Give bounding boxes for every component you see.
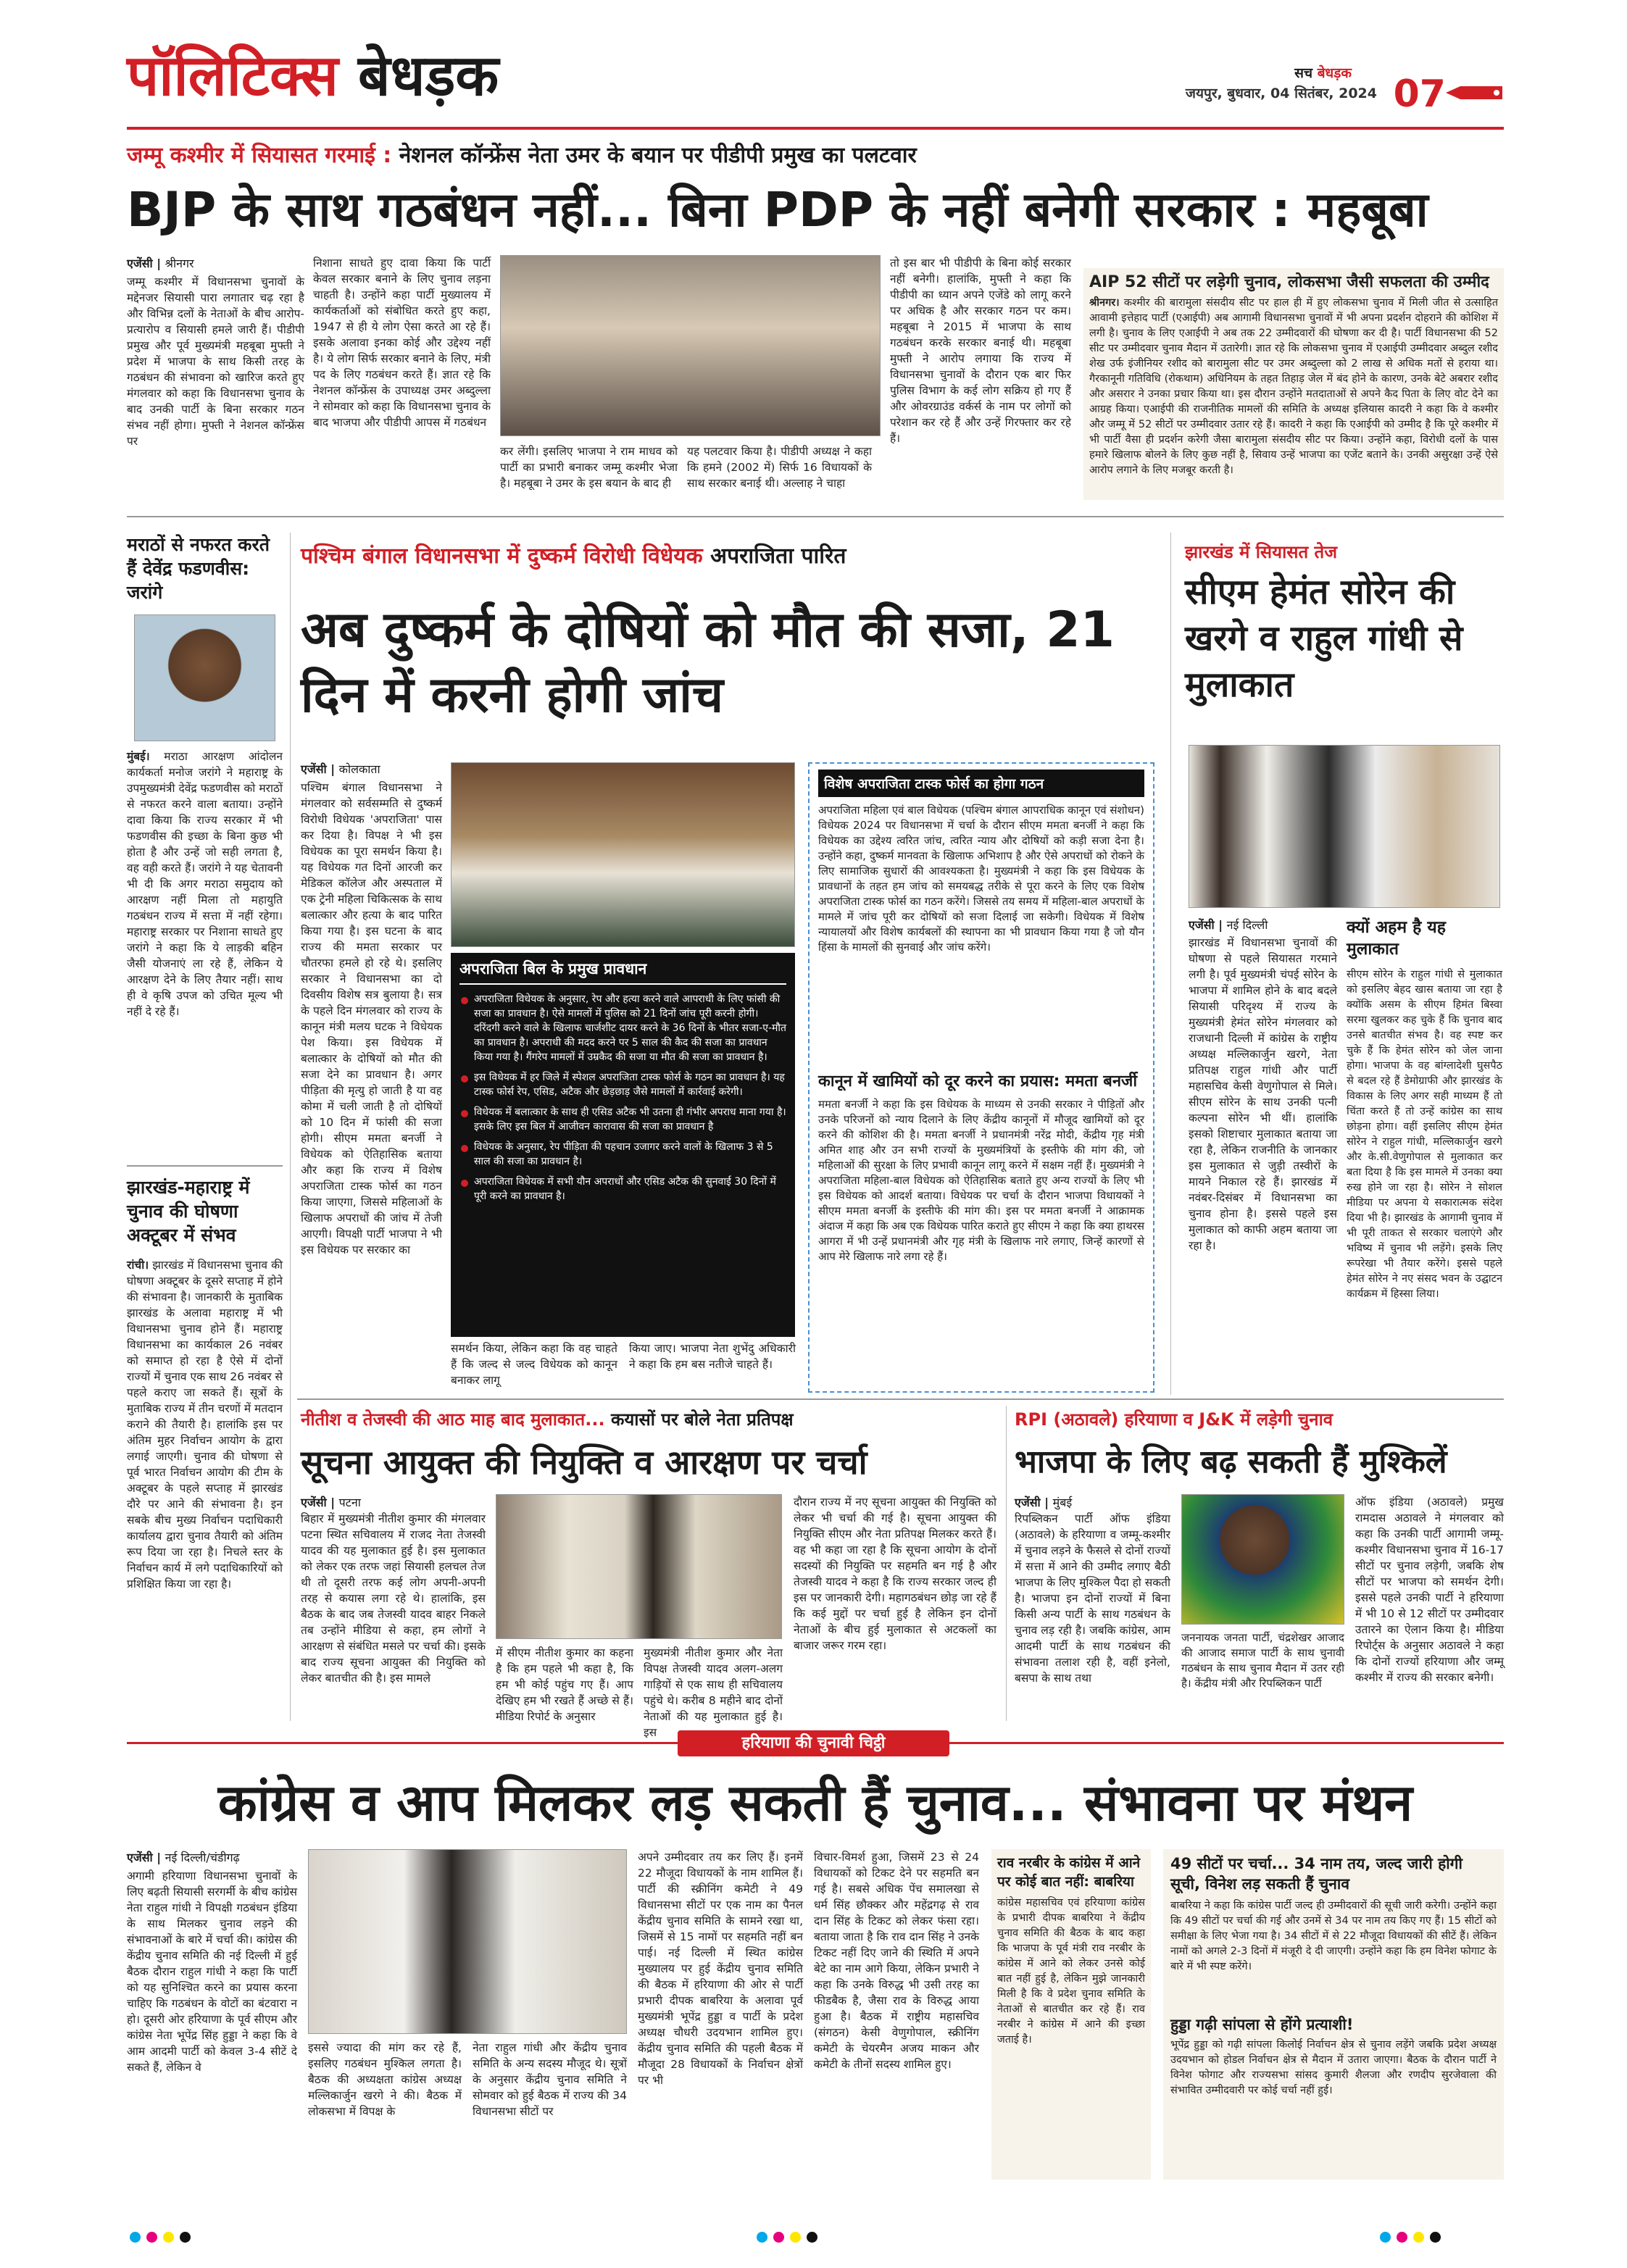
haryana-rule-right (949, 1742, 1504, 1744)
rpi-byline: एजेंसी | मुंबई (1015, 1496, 1073, 1509)
haryana-byline-place: नई दिल्ली/चंडीगढ़ (165, 1851, 240, 1864)
story1-byline: एजेंसी | श्रीनगर (127, 257, 194, 270)
bengal-bottom2: किया जाए। भाजपा नेता शुभेंदु अधिकारी ने कहा कि हम बस नतीजे चाहते हैं। (629, 1342, 796, 1371)
photo-mamata-assembly (451, 762, 795, 947)
taskforce-headline: विशेष अपराजिता टास्क फोर्स का होगा गठन (818, 770, 1144, 797)
story1-col1: जम्मू कश्मीर में विधानसभा चुनावों के मद्देनजर सियासी पारा लगातार चढ़ रहा है और विभिन्न दलों के नेताओं के बीच आरोप-प्रत्यारोप व सियासी हमले जारी हैं। पीडीपी प्रमुख और पूर्व मुख्यमंत्री महबूबा मुफ्ती ने प्रदेश में भाजपा के साथ किसी तरह के गठबंधन की संभावना को खारिज करते हुए मंगलवार को कहा कि विधानसभा चुनाव के बाद उनकी पार्टी के बिना सरकार गठन संभव नहीं होगा। मुफ्ती ने नेशनल कॉन्फ्रेंस पर (127, 275, 304, 448)
aip-text (1089, 296, 1498, 493)
tag-black: सच (1294, 65, 1313, 81)
soren-byline-place: नई दिल्ली (1226, 918, 1268, 932)
bengal-byline-place: कोलकाता (338, 762, 380, 776)
haryana-byline-agency: एजेंसी (127, 1851, 153, 1864)
story1-kicker-black: नेशनल कॉन्फ्रेंस नेता उमर के बयान पर पीडीपी प्रमुख का पलटवार (399, 143, 917, 168)
photo-rahul-kharge (308, 1849, 627, 2034)
vrule-left (290, 533, 291, 1721)
bengal-bottom1: समर्थन किया, लेकिन कहा कि वह चाहते हैं कि जल्द से जल्द विधेयक को कानून बनाकर लागू (451, 1342, 617, 1387)
photo-jarange (134, 614, 275, 741)
byline-place: श्रीनगर (165, 257, 194, 270)
registration-dot (807, 2232, 817, 2243)
divider-left (127, 1165, 283, 1167)
masthead-rule (127, 127, 1504, 130)
seats-text: बाबरिया ने कहा कि कांग्रेस पार्टी जल्द ही उम्मीदवारों की सूची जारी करेगी। उन्होंने कहा कि 49 सीटों पर चर्चा की गई और उनमें से 34 पर नाम तय किए गए हैं। 15 सीटों को समीक्षा के लिए भेजा गया है। 34 सीटों में से 22 मौजूदा विधायकों की सीटें हैं। लेकिन नामों को अगले 2-3 दिनों में मंजूरी दे दी जाएगी। उन्होंने कहा कि हम विनेश फोगाट के बारे में भी स्पष्ट करेंगे। (1170, 1900, 1497, 1972)
nitish-byline: एजेंसी | पटना (301, 1496, 361, 1509)
aip-body: कश्मीर की बारामुला संसदीय सीट पर हाल ही में हुए लोकसभा चुनाव में मिली जीत से उत्साहित आवामी इत्तेहाद पार्टी (एआईपी) अब आगामी विधानसभा चुनावों में भी अपना प्रदर्शन दोहराने की कोशिश में लगी है। चुनाव के लिए एआईपी ने अब तक 22 उम्मीदवारों की घोषणा कर दी है। पार्टी विधानसभा की 52 सीट पर उम्मीदवार चुनाव मैदान में उतारेगी। ज्ञात रहे कि लोकसभा चुनाव में एआईपी उम्मीदवार अब्दुल रशीद शेख उर्फ इंजीनियर रशीद को बारामुला सीट पर उमर अब्दुल्ला को 2 लाख से अधिक मतों से हराया था। गैरकानूनी गतिविधि (रोकथाम) अधिनियम के तहत तिहाड़ जेल में बंद होने के कारण, उनके बेटे अबरार रशीद और असरार ने उनका प्रचार किया था। इस दौरान उन्होंने मतदाताओं से अपने कैद पिता के लिए वोट देने का आग्रह किया। एआईपी की राजनीतिक मामलों की समिति के अध्यक्ष इलियास कादरी ने कहा कि वे कश्मीर और जम्मू में 52 सीटों पर उम्मीदवार उतार रहे हैं। कादरी ने कहा कि एआईपी को उम्मीद है कि पूरे कश्मीर में भी पार्टी वैसा ही प्रदर्शन करेगी जैसा बारामुला संसदीय सीट पर किया। उन्होंने कहा, विरोधी दलों के पास हमारे खिलाफ बोलने के लिए कुछ नहीं है, सिवाय उन्हें भाजपा का एजेंट बताने के। उनकी असुरक्षा उन्हें ऐसे आरोप लगाने के लिए मजबूर करती है। (1089, 297, 1498, 476)
story1-col3: कर लेंगी। इसलिए भाजपा ने राम माधव को पार्टी का प्रभारी बनाकर जम्मू कश्मीर भेजा है। महबूबा ने उमर के इस बयान के बाद ही (500, 445, 678, 490)
rpi-headline: भाजपा के लिए बढ़ सकती हैं मुश्किलें (1015, 1443, 1447, 1480)
byline-agency: एजेंसी (127, 257, 153, 270)
taskforce-text: अपराजिता महिला एवं बाल विधेयक (पश्चिम बंगाल आपराधिक कानून एवं संशोधन) विधेयक 2024 पर विधानसभा में चर्चा के दौरान सीएम ममता बनर्जी ने कहा कि विधेयक का उद्देश्य त्वरित जांच, त्वरित न्याय और दोषियों को कड़ी सजा देना है। उन्होंने कहा, दुष्कर्म मानवता के खिलाफ अभिशाप है और ऐसे अपराधों को रोकने के लिए सामाजिक सुधारों की आवश्यकता है। मुख्यमंत्री ने कहा कि इस विधेयक के प्रावधानों के तहत हम जांच को समयबद्ध तरीके से पूरा करने के लिए एक विशेष अपराजिता टास्क फोर्स का गठन करेंगे। जिससे तय समय में महिला-बाल अपराधों के मामले में जांच पूरी कर दोषियों को सजा दिलाई जा सकेगी। विधेयक में विशेष न्यायालयों और विशेष कार्यबलों की स्थापना का भी प्रावधान किया गया है जो यौन हिंसा के मामलों की सुनवाई और जांच करेंगे। (818, 804, 1144, 954)
jharkhand-poll-headline: झारखंड-महाराष्ट्र में चुनाव की घोषणा अक्टूबर में संभव (127, 1177, 250, 1246)
masthead-title (127, 40, 499, 112)
nitish-byline-agency: एजेंसी (301, 1496, 327, 1509)
soren-kicker: झारखंड में सियासत तेज (1185, 542, 1338, 562)
haryana-caption2: नेता राहुल गांधी और केंद्रीय चुनाव समिति के अन्य सदस्य मौजूद थे। सूत्रों के अनुसार केंद्रीय चुनाव समिति ने सोमवार को हुई बैठक में राज्य की 34 विधानसभा सीटों पर (473, 2041, 627, 2118)
jharkhand-poll-body: झारखंड में विधानसभा चुनाव की घोषणा अक्टूबर के दूसरे सप्ताह में होने की संभावना है। जानकारी के मुताबिक झारखंड के अलावा महाराष्ट्र में भी विधानसभा चुनाव होने हैं। महाराष्ट्र विधानसभा का कार्यकाल 26 नवंबर को समाप्त हो रहा है ऐसे में दोनों राज्यों में चुनाव एक साथ 26 नवंबर से पहले कराए जा सकते हैं। सूत्रों के मुताबिक राज्य में तीन चरणों में मतदान कराने की तैयारी है। हालांकि इस पर अंतिम मुहर निर्वाचन आयोग के द्वारा लगाई जाएगी। चुनाव की घोषणा से पूर्व भारत निर्वाचन आयोग की टीम के अक्टूबर के पहले सप्ताह में झारखंड दौरे पर आने की संभावना है। इन सबके बीच मुख्य निर्वाचन पदाधिकारी कार्यालय द्वारा चुनाव तैयारी को अंतिम रूप दिया जा रहा है। निचले स्तर के निर्वाचन कार्य में लगे पदाधिकारियों को प्रशिक्षित किया जा रहा है। (127, 1259, 283, 1590)
soren-byline: एजेंसी | नई दिल्ली (1189, 918, 1268, 932)
nitish-col2: दौरान राज्य में नए सूचना आयुक्त की नियुक्ति को लेकर भी चर्चा की गई है। सूचना आयुक्त की नियुक्ति सीएम और नेता प्रतिपक्ष मिलकर करते हैं। वह भी कहा जा रहा है कि सूचना आयोग के दोनों सदस्यों की नियुक्ति पर सहमति बन गई है और तेजस्वी यादव ने कहा है कि राज्य सरकार जल्द ही इस पर जानकारी देगी। महागठबंधन छोड़ जा रहे हैं कि कई मुद्दों पर चर्चा हुई है लेकिन इन दोनों नेताओं के बीच हुई मुलाकात से अटकलों का बाजार जरूर गरम रहा। (794, 1496, 996, 1652)
nitish-kicker (301, 1407, 794, 1431)
registration-dot (790, 2232, 801, 2243)
jarange-headline: मराठों से नफरत करते हैं देवेंद्र फडणवीस: जरांगे (127, 534, 270, 603)
masthead (127, 40, 1504, 120)
jharkhand-poll-place: रांची। (127, 1259, 149, 1272)
nitish-caption2: मुख्यमंत्री नीतीश कुमार और नेता विपक्ष तेजस्वी यादव अलग-अलग गाड़ियों से एक साथ ही सचिवालय पहुंचे थे। करीब 8 महीने बाद दोनों नेताओं की यह मुलाकात हुई है। इस (644, 1646, 783, 1739)
registration-marks-center (754, 2232, 820, 2246)
registration-dot (1430, 2232, 1441, 2243)
provision-item: विधेयक के अनुसार, रेप पीड़िता की पहचान उजागर करने वालों के खिलाफ 3 से 5 साल की सजा का प्रावधान है। (459, 1140, 786, 1169)
rpi-col1: रिपब्लिकन पार्टी ऑफ इंडिया (अठावले) के हरियाणा व जम्मू-कश्मीर में चुनाव लड़ने के फैसले से दोनों राज्यों में सत्ता में आने की उम्मीद लगाए बैठी भाजपा के लिए मुश्किल पैदा हो सकती है। भाजपा इन दोनों राज्यों में बिना किसी अन्य पार्टी के साथ गठबंधन के चुनाव लड़ रही है। जबकि कांग्रेस, आम आदमी पार्टी के साथ गठबंधन की संभावना तलाश रही है, वहीं इनेलो, बसपा के साथ तथा (1015, 1512, 1170, 1685)
nitish-col1: बिहार में मुख्यमंत्री नीतीश कुमार की मंगलवार पटना स्थित सचिवालय में राजद नेता तेजस्वी यादव की यह मुलाकात हुई है। इस मुलाकात को लेकर एक तरफ जहां सियासी हलचल तेज थी तो दूसरी तरफ कई लोग अपनी-अपनी तरह से कयास लगा रहे थे। हालांकि, इस बैठक के बाद जब तेजस्वी यादव बाहर निकले तब उन्होंने मीडिया से कहा, हम लोगों ने आरक्षण से संबंधित मसले पर चर्चा की। इसके बाद राज्य सूचना आयुक्त की नियुक्ति को लेकर बातचीत की है। इस मामले (301, 1512, 486, 1685)
provisions-title: अपराजिता बिल के प्रमुख प्रावधान (459, 959, 786, 985)
bengal-kicker-black: अपराजिता पारित (710, 543, 846, 569)
story1-col4: यह पलटवार किया है। पीडीपी अध्यक्ष ने कहा कि हमने (2002 में) सिर्फ 16 विधायकों के साथ सरकार बनाई थी। अल्लाह ने चाहा (687, 445, 872, 490)
bengal-col1: पश्चिम बंगाल विधानसभा ने मंगलवार को सर्वसम्मति से दुष्कर्म विरोधी विधेयक 'अपराजिता' पास कर दिया है। विपक्ष ने भी इस विधेयक का पूरा समर्थन किया है। यह विधेयक गत दिनों आरजी कर मेडिकल कॉलेज और अस्पताल में एक ट्रेनी महिला चिकित्सक के साथ बलात्कार और हत्या के बाद पारित किया गया है। इस घटना के बाद राज्य की ममता सरकार पर चौतरफा हमले हो रहे थे। इसलिए सरकार ने विधानसभा का दो दिवसीय विशेष सत्र बुलाया है। सत्र के पहले दिन मंगलवार को राज्य के कानून मंत्री मलय घटक ने विधेयक पेश किया। इस विधेयक में बलात्कार के दोषियों को मौत की सजा देने का प्रावधान है। अगर पीड़िता की मृत्यु हो जाती है या वह कोमा में चली जाती है तो दोषियों को 10 दिन में फांसी की सजा होगी। सीएम ममता बनर्जी ने विधेयक को ऐतिहासिक बताया और कहा कि राज्य में विशेष अपराजिता टास्क फोर्स का गठन किया जाएगा, जिससे महिलाओं के खिलाफ अपराधों की जांच में तेजी आएगी। विपक्षी पार्टी भाजपा ने भी इस विधेयक पर सरकार का (301, 781, 442, 1256)
photo-nitish-tejashwi (496, 1494, 782, 1639)
rpi-byline-agency: एजेंसी (1015, 1496, 1041, 1509)
pen-icon (1446, 83, 1504, 102)
registration-dot (163, 2232, 174, 2243)
registration-dot (1413, 2232, 1424, 2243)
registration-dot (1397, 2232, 1407, 2243)
registration-dot (1380, 2232, 1391, 2243)
photo-mehbooba-press (500, 255, 881, 436)
mamata-headline: कानून में खामियों को दूर करने का प्रयास: ममता बनर्जी (818, 1072, 1138, 1091)
nitish-caption1: में सीएम नीतीश कुमार का कहना है कि हम पहले भी कहा है, कि हम भी कोई पहुंच गए हैं। आप देखिए हम भी रखते हैं अच्छे से हैं। मीडिया रिपोर्ट के अनुसार (496, 1646, 633, 1723)
provisions-list (459, 992, 786, 1325)
hooda-text: भूपेंद्र हुड्डा को गढ़ी सांपला किलोई निर्वाचन क्षेत्र से चुनाव लड़ेंगे जबकि प्रदेश अध्यक्ष उदयभान को होडल निर्वाचन क्षेत्र से मैदान में उतारा जाएगा। बैठक के दौरान पार्टी ने विनेश फोगाट और राज्यसभा सांसद कुमारी शैलजा और रणदीप सुरजेवाला की संभावित उम्मीदवारी पर कोई चर्चा नहीं हुई। (1170, 2039, 1497, 2096)
soren-text: झारखंड में विधानसभा चुनावों की घोषणा से पहले सियासत गरमाने लगी है। पूर्व मुख्यमंत्री चंपई सोरेन के भाजपा में शामिल होने के बाद बदले सियासी परिदृश्य में राज्य के मुख्यमंत्री हेमंत सोरेन मंगलवार को राजधानी दिल्ली में कांग्रेस के राष्ट्रीय अध्यक्ष मल्लिकार्जुन खरगे, नेता प्रतिपक्ष राहुल गांधी और पार्टी महासचिव केसी वेणुगोपाल से मिले। सीएम सोरेन के साथ उनकी पत्नी कल्पना सोरेन भी थीं। हालांकि इसको शिष्टाचार मुलाकात बताया जा रहा है, लेकिन राजनीति के जानकार इस मुलाकात से जुड़ी तस्वीरों के मायने निकाल रहे हैं। झारखंड में नवंबर-दिसंबर में विधानसभा का चुनाव होना है। इससे पहले इस मुलाकात को काफी अहम बताया जा रहा है। (1189, 936, 1337, 1252)
bengal-headline: अब दुष्कर्म के दोषियों को मौत की सजा, 21 दिन में करनी होगी जांच (301, 601, 1115, 724)
aip-headline: AIP 52 सीटों पर लड़ेगी चुनाव, लोकसभा जैसी सफलता की उम्मीद (1089, 273, 1489, 291)
rpi-byline-place: मुंबई (1052, 1496, 1073, 1509)
masthead-title-red: पॉलिटिक्स (127, 43, 338, 109)
jharkhand-poll-text (127, 1257, 283, 1719)
story1-kicker-red: जम्मू कश्मीर में सियासत गरमाई : (127, 143, 392, 168)
registration-dot (130, 2232, 141, 2243)
seats-box (1163, 1849, 1504, 2180)
rpi-caption: जननायक जनता पार्टी, चंद्रशेखर आजाद की आजाद समाज पार्टी के साथ चुनावी गठबंधन के साथ चुनाव मैदान में उतर रही है। केंद्रीय मंत्री और रिपब्लिकन पार्टी (1181, 1631, 1344, 1690)
story1-kicker (127, 139, 1504, 169)
story1-col5: तो इस बार भी पीडीपी के बिना कोई सरकार नहीं बनेगी। हालांकि, मुफ्ती ने कहा कि पीडीपी का ध्यान अपने एजेंडे को लागू करने पर अधिक है और सरकार गठन पर कम। महबूबा ने 2015 में भाजपा के साथ गठबंधन करके सरकार बनाई थी। महबूबा मुफ्ती ने आरोप लगाया कि राज्य में विधानसभा चुनावों के दौरान एक बार फिर पुलिस विभाग के कई लोग सक्रिय हो गए हैं और ओवरग्राउंड वर्कर्स के नाम पर लोगों को परेशान कर रहे हैं और उन्हें गिरफ्तार कर रहे हैं। (890, 257, 1071, 445)
registration-dot (773, 2232, 784, 2243)
babariya-text: कांग्रेस महासचिव एवं हरियाणा कांग्रेस के प्रभारी दीपक बाबरिया ने केंद्रीय चुनाव समिति की बैठक के बाद कहा कि भाजपा के पूर्व मंत्री राव नरबीर के कांग्रेस में आने को लेकर उनसे कोई बात नहीं हुई है, लेकिन मुझे जानकारी मिली है कि वे प्रदेश चुनाव समिति के नेताओं से बातचीत कर रहे हैं। राव नरबीर ने कांग्रेस में आने की इच्छा जताई है। (997, 1897, 1145, 2046)
jarange-place: मुंबई। (127, 750, 150, 763)
haryana-col3: विचार-विमर्श हुआ, जिसमें 23 से 24 विधायकों को टिकट देने पर सहमति बन गई है। सबसे अधिक पेंच समालखा से धर्म सिंह छौक्कर और महेंद्रगढ़ से राव दान सिंह के टिकट को लेकर फंसा रहा। बताया जाता है कि राव दान सिंह ने उनके टिकट नहीं दिए जाने की स्थिति में अपने बेटे का नाम आगे किया, लेकिन प्रभारी ने कहा कि उनके विरुद्ध भी उसी तरह का फीडबैक है, जैसा राव के विरुद्ध आया हुआ है। बैठक में राष्ट्रीय महासचिव (संगठन) केसी वेणुगोपाल, स्क्रीनिंग कमेटी के चेयरमैन अजय माकन और कमेटी के तीनों सदस्य शामिल हुए। (814, 1851, 979, 2071)
jarange-body: मराठा आरक्षण आंदोलन कार्यकर्ता मनोज जरांगे ने महाराष्ट्र के उपमुख्यमंत्री देवेंद्र फडणवीस को मराठों से नफरत करने वाला बताया। उन्होंने दावा किया कि राज्य सरकार में भी फडणवीस की इच्छा के बिना कुछ भी होता है और उन्हें जो सही लगता है, वह वही करते हैं। जरांगे ने यह चेतावनी भी दी कि अगर मराठा समुदाय को आरक्षण नहीं मिला तो महायुति गठबंधन राज्य में सत्ता में नहीं रहेगा। महाराष्ट्र सरकार पर निशाना साधते हुए जरांगे ने कहा कि ये लाड़की बहिन जैसी योजनाएं ला रहे हैं, लेकिन ये आरक्षण देने के लिए तैयार नहीं। साथ ही वे कृषि उपज को उचित मूल्य भी नहीं दे रहे हैं। (127, 750, 283, 1018)
bengal-kicker-red: पश्चिम बंगाल विधानसभा में दुष्कर्म विरोधी विधेयक (301, 543, 703, 569)
vrule-center (1170, 533, 1171, 1395)
masthead-tag (1294, 63, 1352, 82)
registration-dot (146, 2232, 157, 2243)
nitish-headline: सूचना आयुक्त की नियुक्ति व आरक्षण पर चर्चा (301, 1443, 867, 1482)
page-number: 07 (1393, 72, 1446, 116)
tag-red: बेधड़क (1317, 65, 1352, 81)
babariya-headline: राव नरबीर के कांग्रेस में आने पर कोई बात नहीं: बाबरिया (997, 1855, 1141, 1890)
provision-item: इस विधेयक में हर जिले में स्पेशल अपराजिता टास्क फोर्स के गठन का प्रावधान है। यह टास्क फोर्स रेप, एसिड, अटैक और छेड़छाड़ जैसे मामलों में कार्रवाई करेगी। (459, 1070, 786, 1099)
nitish-byline-place: पटना (338, 1496, 361, 1509)
hooda-headline: हुड्डा गढ़ी सांपला से होंगे प्रत्याशी! (1170, 2016, 1354, 2033)
provision-item: विधेयक में बलात्कार के साथ ही एसिड अटैक भी उतना ही गंभीर अपराध माना गया है। इसके लिए इस बिल में आजीवन कारावास की सजा का प्रावधान है (459, 1105, 786, 1134)
haryana-caption1: इससे ज्यादा की मांग कर रहे हैं, इसलिए गठबंधन मुश्किल लगता है। बैठक की अध्यक्षता कांग्रेस अध्यक्ष मल्लिकार्जुन खरगे ने की। बैठक में लोकसभा में विपक्ष के (308, 2041, 462, 2118)
dateline: जयपुर, बुधवार, 04 सितंबर, 2024 (1185, 86, 1377, 101)
photo-athawale (1181, 1494, 1344, 1625)
bengal-byline-agency: एजेंसी (301, 762, 327, 776)
rpi-col2: ऑफ इंडिया (अठावले) प्रमुख रामदास अठावले ने मंगलवार को कहा कि उनकी पार्टी आगामी जम्मू-कश्मीर विधानसभा चुनाव में 16-17 सीटों पर चुनाव लड़ेगी, जबकि शेष सीटों पर भाजपा को समर्थन देगी। इससे पहले उनकी पार्टी ने हरियाणा में भी 10 से 12 सीटों पर उम्मीदवार उतारने का ऐलान किया है। मीडिया रिपोर्ट्स के अनुसार अठावले ने कहा कि दोनों राज्यों हरियाणा और जम्मू कश्मीर में राज्य की सरकार बनेगी। (1355, 1496, 1504, 1684)
bengal-kicker (301, 540, 846, 570)
haryana-headline: कांग्रेस व आप मिलकर लड़ सकती हैं चुनाव... संभावना पर मंथन (217, 1773, 1413, 1833)
haryana-rule-left (127, 1742, 678, 1744)
divider-1 (127, 516, 1504, 517)
provision-item: अपराजिता विधेयक के अनुसार, रेप और हत्या करने वाले आपराधी के लिए फांसी की सजा का प्रावधान है। ऐसे मामलों में पुलिस को 21 दिनों जांच पूरी करनी होगी। दरिंदगी करने वाले के खिलाफ चार्जशीट दायर करने के 36 दिनों के भीतर सजा-ए-मौत का प्रावधान है। अपराधी की मदद करने पर 5 साल की कैद की सजा का प्रावधान किया गया है। गैंगरेप मामलों में उम्रकैद की सजा या मौत की सजा का प्रावधान है। (459, 992, 786, 1064)
haryana-col1: अगामी हरियाणा विधानसभा चुनावों के लिए बढ़ती सियासी सरगर्मी के बीच कांग्रेस नेता राहुल गांधी ने विपक्षी गठबंधन इंडिया के साथ मिलकर चुनाव लड़ने की संभावनाओं के बारे में चर्चा की। कांग्रेस की केंद्रीय चुनाव समिति की नई दिल्ली में हुई बैठक दौरान राहुल गांधी ने कहा कि पार्टी को यह सुनिश्चित करने का प्रयास करना चाहिए कि गठबंधन के वोटों का बंटवारा न हो। दूसरी ओर हरियाणा के पूर्व सीएम और कांग्रेस नेता भूपेंद्र सिंह हुड्डा ने कहा कि वे आम आदमी पार्टी को केवल 3-4 सीटें दे सकते हैं, लेकिन वे (127, 1869, 297, 2074)
vrule-mid (1006, 1406, 1007, 1721)
aip-box (1083, 268, 1504, 500)
taskforce-box (808, 762, 1154, 1393)
registration-marks-left (127, 2232, 194, 2246)
provision-item: अपराजिता विधेयक में सभी यौन अपराधों और एसिड अटैक की सुनवाई 30 दिनों में पूरी करने का प्रावधान है। (459, 1175, 786, 1204)
why-headline: क्यों अहम है यह मुलाकात (1347, 918, 1446, 959)
seats-headline: 49 सीटों पर चर्चा... 34 नाम तय, जल्द जारी होगी सूची, विनेश लड़ सकती हैं चुनाव (1170, 1855, 1462, 1893)
story1-headline: BJP के साथ गठबंधन नहीं... बिना PDP के नहीं बनेगी सरकार : महबूबा (127, 182, 1428, 238)
haryana-col2: अपने उम्मीदवार तय कर लिए हैं। इनमें 22 मौजूदा विधायकों के नाम शामिल हैं। पार्टी की स्क्रीनिंग कमेटी ने 49 विधानसभा सीटों पर एक नाम का पैनल केंद्रीय चुनाव समिति के सामने रखा था, जिसमें से 15 नामों पर सहमति नहीं बन पाई। नई दिल्ली में स्थित कांग्रेस मुख्यालय पर हुई केंद्रीय चुनाव समिति की बैठक में हरियाणा की ओर से पार्टी प्रभारी दीपक बाबरिया के अलावा पूर्व मुख्यमंत्री भूपेंद्र हुड्डा व पार्टी के प्रदेश अध्यक्ष चौधरी उदयभान शामिल हुए। केंद्रीय चुनाव समिति की पहली बैठक में मौजूदा 28 विधायकों के निर्वाचन क्षेत्रों पर भी (638, 1851, 803, 2087)
masthead-title-black: बेधड़क (358, 43, 499, 109)
photo-soren-meeting (1189, 745, 1500, 908)
registration-dot (757, 2232, 767, 2243)
babariya-box (991, 1849, 1151, 2180)
rpi-kicker: RPI (अठावले) हरियाणा व J&K में लड़ेगी चुनाव (1015, 1409, 1333, 1430)
registration-marks-right (1377, 2232, 1444, 2246)
nitish-kicker-black: कयासों पर बोले नेता प्रतिपक्ष (610, 1409, 794, 1430)
why-text: सीएम सोरेन के राहुल गांधी से मुलाकात को इसलिए बेहद खास बताया जा रहा है क्योंकि असम के सीएम हिमंत बिस्वा सरमा खुलकर कह चुके हैं कि चुनाव बाद उनसे बातचीत संभव है। वह स्पष्ट कर चुके हैं कि हेमंत सोरेन को जेल जाना होगा। भाजपा के वह बांग्लादेशी घुसपैठ से बदल रहे हैं डेमोग्राफी और झारखंड के विकास के लिए अगर सही माध्यम हैं तो चिंता करते हैं तो उन्हें कांग्रेस का साथ छोड़ना होगा। वहीं इसलिए सीएम हेमंत सोरेन ने राहुल गांधी, मल्लिकार्जुन खरगे और के.सी.वेणुगोपाल से मुलाकात कर बता दिया है कि इस मामले में उनका क्या रुख होने जा रहा है। सोरेन ने सोशल मीडिया पर अपना ये सकारात्मक संदेश दिया भी है। झारखंड के आगामी चुनाव में भी पूरी ताकत से सरकार चलाएंगे और भविष्य में चुनाव भी लड़ेंगे। इसके लिए रूपरेखा भी तैयार करेंगे। इससे पहले हेमंत सोरेन ने नए संसद भवन के उद्घाटन कार्यक्रम में हिस्सा लिया। (1347, 969, 1502, 1300)
soren-byline-agency: एजेंसी (1189, 918, 1215, 932)
divider-2 (297, 1398, 1504, 1400)
aip-place: श्रीनगर। (1089, 297, 1120, 309)
jarange-text (127, 749, 283, 1154)
haryana-banner: हरियाणा की चुनावी चिट्ठी (678, 1730, 949, 1756)
provisions-box (451, 953, 795, 1337)
mamata-text: ममता बनर्जी ने कहा कि इस विधेयक के माध्यम से उनकी सरकार ने पीड़ितों और उनके परिजनों को न्याय दिलाने के लिए केंद्रीय कानूनों में मौजूद खामियों को दूर करने की कोशिश की है। ममता बनर्जी ने प्रधानमंत्री नरेंद्र मोदी, केंद्रीय गृह मंत्री अमित शाह और उन सभी राज्यों के मुख्यमंत्रियों के इस्तीफे की मांग की, जो महिलाओं की सुरक्षा के लिए प्रभावी कानून लागू करने में सक्षम नहीं हैं। मुख्यमंत्री ने अपराजिता महिला-बाल विधेयक को ऐतिहासिक बताते हुए अन्य राज्यों के लिए भी इस विधेयक को आदर्श बताया। विधेयक पर चर्चा के दौरान भाजपा विधायकों ने सीएम ममता बनर्जी के इस्तीफे की मांग की। इस पर ममता बनर्जी ने आक्रामक अंदाज में कहा कि अब एक विधेयक पारित कराते हुए सीएम ने कहा कि क्या हाथरस आगरा में भी उन्हें प्रधानमंत्री और गृह मंत्री के खिलाफ नारे लगाए, जिन्हें कारणों से आप मेरे खिलाफ नारे लगा रहे हैं। (818, 1098, 1144, 1263)
registration-dot (180, 2232, 191, 2243)
story1-col2: निशाना साधते हुए दावा किया कि पार्टी केवल सरकार बनाने के लिए चुनाव लड़ना चाहती है। उन्होंने कहा पार्टी मुख्यालय में कार्यकर्ताओं को संबोधित करते हुए कहा, 1947 से ही ये लोग ऐसा करते आ रहे हैं। इसके अलावा इनका कोई और उद्देश्य नहीं है। ये लोग सिर्फ सरकार बनाने के लिए, मंत्री पद के लिए गठबंधन करते हैं। ज्ञात रहे कि नेशनल कॉन्फ्रेंस के उपाध्यक्ष उमर अब्दुल्ला ने सोमवार को कहा कि विधानसभा चुनाव के बाद भाजपा और पीडीपी आपस में गठबंधन (313, 257, 491, 429)
nitish-kicker-red: नीतीश व तेजस्वी की आठ माह बाद मुलाकात... (301, 1409, 605, 1430)
soren-headline: सीएम हेमंत सोरेन की खरगे व राहुल गांधी से मुलाकात (1185, 572, 1463, 705)
bengal-byline: एजेंसी | कोलकाता (301, 762, 380, 776)
haryana-byline: एजेंसी | नई दिल्ली/चंडीगढ़ (127, 1851, 240, 1864)
